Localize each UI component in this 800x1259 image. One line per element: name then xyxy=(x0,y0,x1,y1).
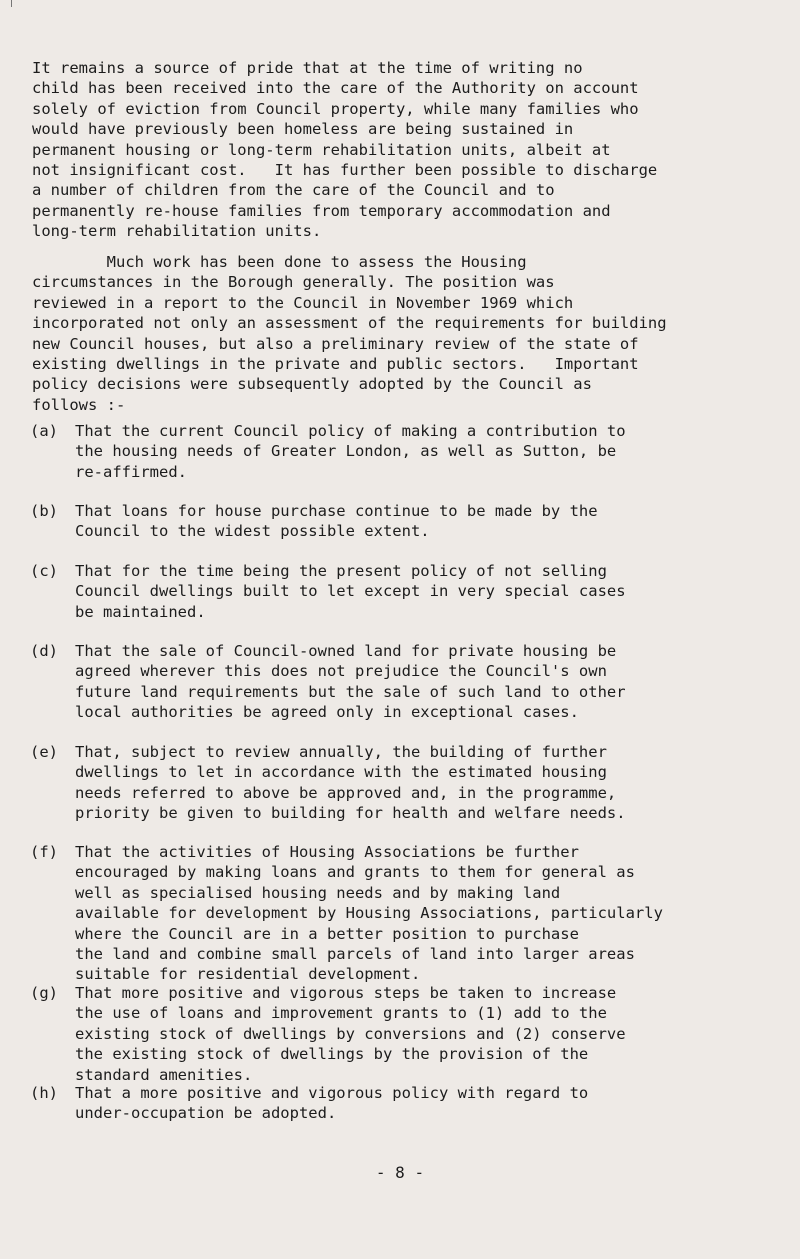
item-text: That more positive and vigorous steps be taken to increase the use of loans and improvement grants to (1) add to the existing stock of dwellings by conversions and (2) conserve the existing stock of dwellings by the provision of the standard amenities. xyxy=(75,984,626,1084)
item-text: That the activities of Housing Associations be further encouraged by making loans and grants to them for general as well as specialised housing needs and by making land available for development by Housing Associations, particularly where the Council are in a better position to purchase the land and combine small parcels of land into larger areas suitable for residential development. xyxy=(75,843,663,984)
paragraph-housing-assessment: Much work has been done to assess the Housing circumstances in the Borough generally. The position was reviewed in a report to the Council in November 1969 which incorporated not only an assessment of the requirements for building new Council houses, but also a preliminary review of the state of existing dwellings in the private and public sectors. Important policy decisions were subsequently adopted by the Council as follows :- xyxy=(32,253,667,414)
item-text: That, subject to review annually, the building of further dwellings to let in accordance with the estimated housing needs referred to above be approved and, in the programme, priority be given to building for health and welfare needs. xyxy=(75,743,626,823)
page-number: - 8 - xyxy=(375,1163,425,1182)
item-marker: (b) xyxy=(30,502,58,520)
paragraph-intro: It remains a source of pride that at the time of writing no child has been received into the care of the Authority on account solely of eviction from Council property, while many families who would have previously been homeless are being sustained in permanent housing or long-term rehabilitation units, albeit at not insignificant cost. It has further been possible to discharge a number of children from the care of the Council and to permanently re-house families from temporary accommodation and long-term rehabilitation units. xyxy=(32,59,658,241)
scan-mark xyxy=(11,0,12,7)
item-text: That loans for house purchase continue to be made by the Council to the widest possible extent. xyxy=(75,502,598,541)
item-text: That for the time being the present policy of not selling Council dwellings built to let except in very special cases be maintained. xyxy=(75,562,626,621)
item-marker: (f) xyxy=(30,843,58,861)
item-text: That a more positive and vigorous policy with regard to under-occupation be adopted. xyxy=(75,1084,589,1123)
item-marker: (a) xyxy=(30,422,58,440)
item-marker: (h) xyxy=(30,1084,58,1102)
item-marker: (c) xyxy=(30,562,58,580)
item-marker: (e) xyxy=(30,743,58,761)
item-marker: (d) xyxy=(30,642,58,660)
item-text: That the current Council policy of making a contribution to the housing needs of Greater London, as well as Sutton, be re-affirmed. xyxy=(75,422,626,481)
item-marker: (g) xyxy=(30,984,58,1002)
item-text: That the sale of Council-owned land for private housing be agreed wherever this does not prejudice the Council's own future land requirements but the sale of such land to other local authorities be agreed only in exceptional cases. xyxy=(75,642,626,722)
